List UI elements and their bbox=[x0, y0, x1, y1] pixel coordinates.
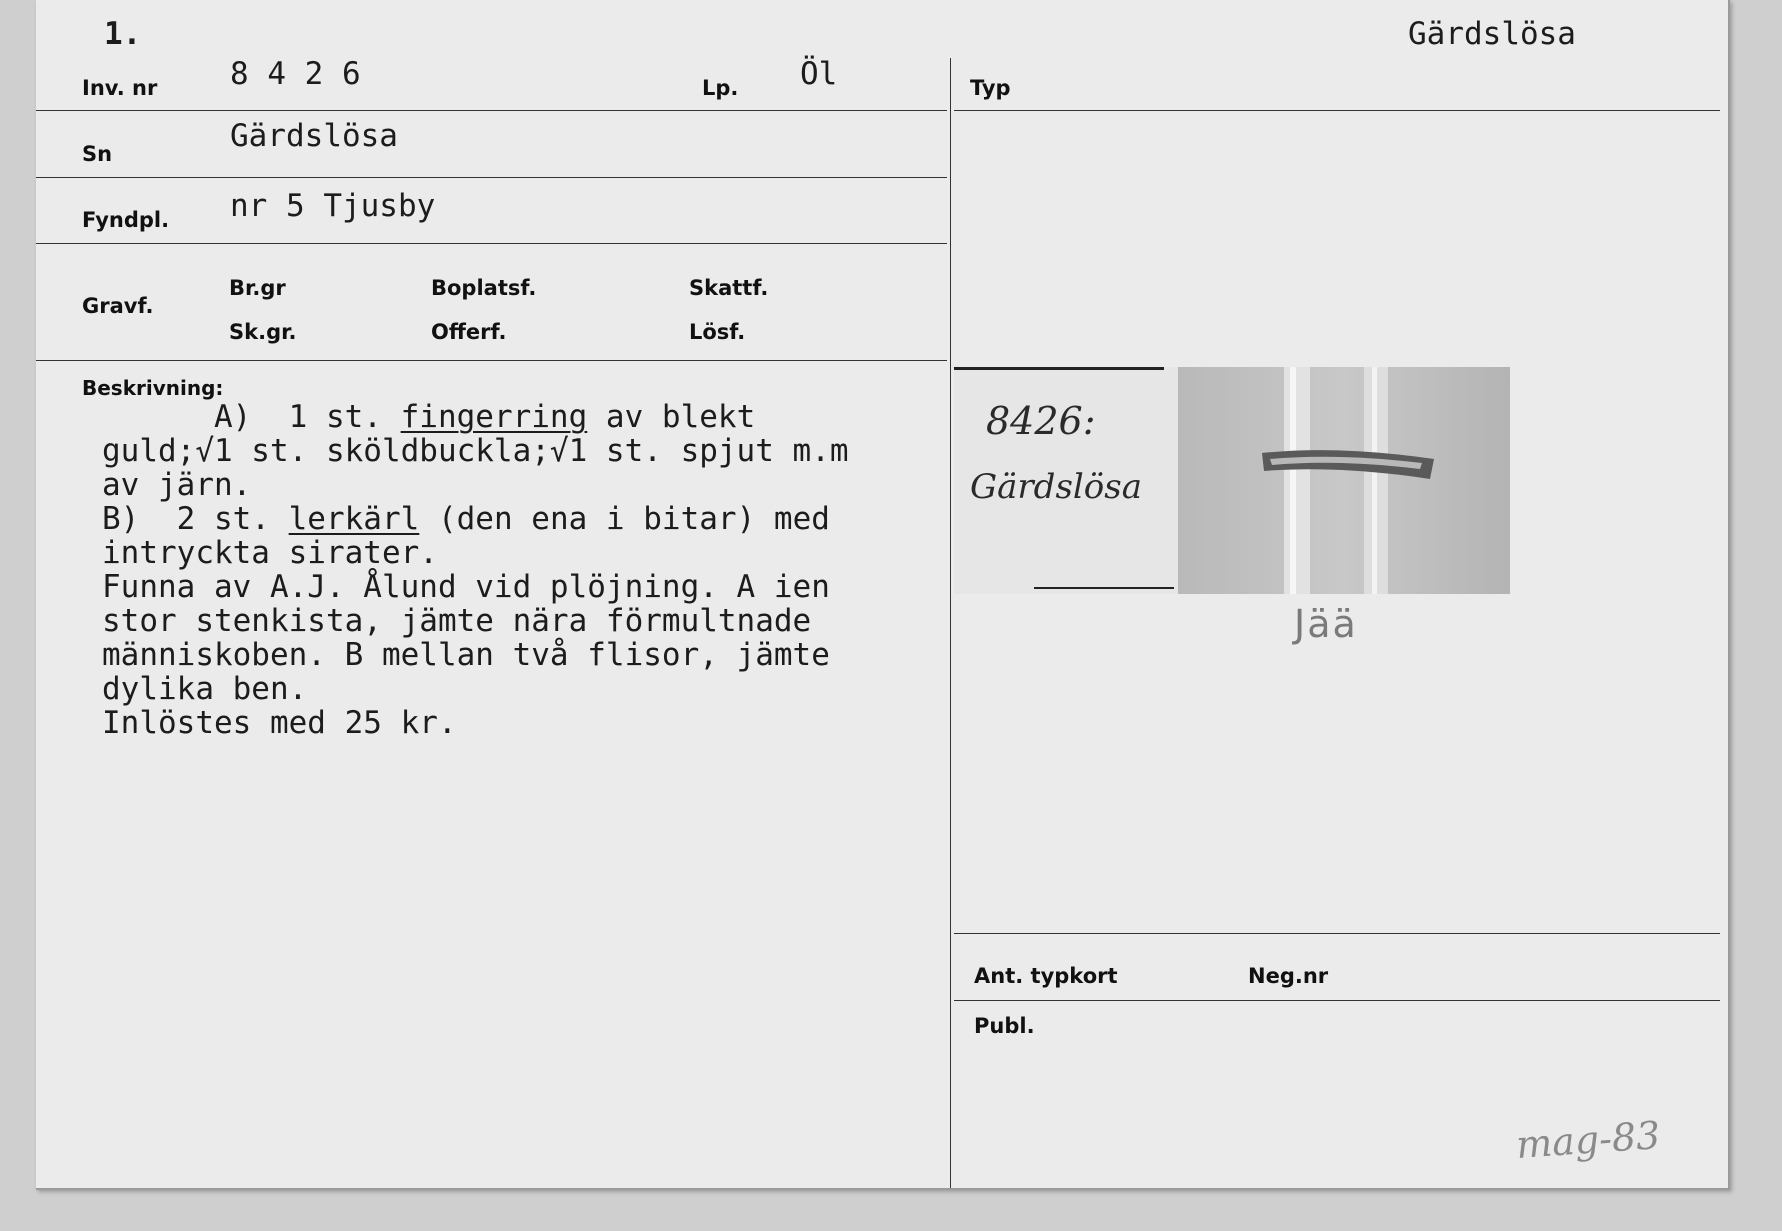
desc-line5: intryckta sirater. bbox=[102, 535, 438, 571]
rule-ant bbox=[954, 933, 1720, 934]
desc-line2: guld;√1 st. sköldbuckla;√1 st. spjut m.m bbox=[102, 433, 849, 469]
beskrivning-label: Beskrivning: bbox=[82, 376, 224, 400]
desc-line4a: B) 2 st. bbox=[102, 501, 289, 537]
br-gr-label: Br.gr bbox=[229, 276, 286, 300]
photo-label-area bbox=[954, 367, 1178, 594]
glass-highlight-left bbox=[1290, 367, 1296, 594]
card-number: 1. bbox=[104, 16, 142, 52]
fingerring-photo bbox=[1178, 367, 1510, 594]
glass-stand-left bbox=[1284, 367, 1310, 594]
rule-publ bbox=[954, 1000, 1720, 1001]
photo-label-number: 8426: bbox=[986, 399, 1096, 443]
publ-label: Publ. bbox=[974, 1014, 1035, 1038]
rule-gravf bbox=[36, 360, 947, 361]
inv-nr-label: Inv. nr bbox=[82, 76, 158, 100]
sk-gr-label: Sk.gr. bbox=[229, 320, 297, 344]
photo-object-area bbox=[1178, 367, 1510, 594]
lp-value: Öl bbox=[800, 56, 838, 92]
glass-highlight-right bbox=[1372, 367, 1377, 594]
boplatsf-label: Boplatsf. bbox=[431, 276, 537, 300]
stamp-mark: Jää bbox=[1294, 602, 1358, 646]
losf-label: Lösf. bbox=[689, 320, 746, 344]
desc-line1b: av blekt bbox=[587, 399, 756, 435]
lp-label: Lp. bbox=[702, 76, 739, 100]
desc-lerkarl: lerkärl bbox=[288, 501, 420, 537]
ant-typkort-label: Ant. typkort bbox=[974, 964, 1118, 988]
desc-line8: människoben. B mellan två flisor, jämte bbox=[102, 637, 830, 673]
catalog-card bbox=[36, 0, 1730, 1190]
fyndpl-label: Fyndpl. bbox=[82, 208, 170, 232]
photo-label-site: Gärdslösa bbox=[970, 467, 1142, 507]
parish-corner: Gärdslösa bbox=[1408, 16, 1576, 52]
desc-line4b: (den ena i bitar) med bbox=[419, 501, 830, 537]
desc-line9: dylika ben. bbox=[102, 671, 308, 707]
desc-line1a: A) 1 st. bbox=[102, 399, 401, 435]
desc-line3: av järn. bbox=[102, 467, 252, 503]
inv-nr-value: 8 4 2 6 bbox=[230, 56, 361, 92]
gravf-label: Gravf. bbox=[82, 294, 154, 318]
desc-line6: Funna av A.J. Ålund vid plöjning. A ien bbox=[102, 569, 830, 605]
description-text bbox=[102, 400, 849, 740]
desc-line7: stor stenkista, jämte nära förmultnade bbox=[102, 603, 812, 639]
rule-sn bbox=[36, 177, 947, 178]
fyndpl-value: nr 5 Tjusby bbox=[230, 188, 436, 224]
desc-line10: Inlöstes med 25 kr. bbox=[102, 705, 457, 741]
pencil-note: mag-83 bbox=[1514, 1113, 1662, 1167]
artifact-photo bbox=[954, 367, 1510, 594]
neg-nr-label: Neg.nr bbox=[1248, 964, 1329, 988]
photo-label-top-rule bbox=[954, 367, 1164, 370]
rule-inv bbox=[36, 110, 947, 111]
desc-fingerring: fingerring bbox=[400, 399, 588, 435]
rule-fyndpl bbox=[36, 243, 947, 244]
skattf-label: Skattf. bbox=[689, 276, 769, 300]
typ-label: Typ bbox=[970, 76, 1011, 100]
offerf-label: Offerf. bbox=[431, 320, 507, 344]
rule-typ bbox=[954, 110, 1720, 111]
sn-label: Sn bbox=[82, 142, 113, 166]
column-divider bbox=[950, 58, 951, 1188]
photo-label-bottom-rule bbox=[1034, 587, 1174, 589]
sn-value: Gärdslösa bbox=[230, 118, 398, 154]
